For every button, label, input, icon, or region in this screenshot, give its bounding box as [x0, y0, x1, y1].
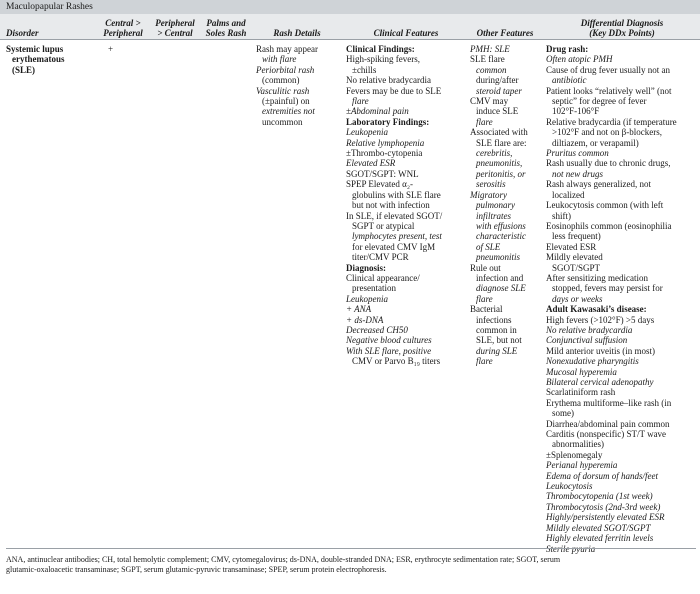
rash-details-line: (common) — [262, 75, 300, 86]
header-peripheral-central-text: Peripheral > Central — [155, 18, 195, 38]
rash-details-line: Rash may appear — [256, 44, 318, 54]
other-features-line: diagnose SLE — [476, 283, 526, 294]
other-features-line: Associated with — [470, 127, 528, 138]
other-features-line: flare — [476, 356, 493, 367]
ddx-line: Patient looks “relatively well” (not — [546, 85, 672, 96]
other-features-cell — [470, 44, 546, 367]
clinical-features-line: Leukopenia — [346, 127, 388, 138]
ddx-line: Highly elevated ferritin levels — [546, 533, 654, 544]
ddx-line: Erythema multiforme–like rash (in — [546, 397, 672, 408]
ddx-line: Carditis (nonspecific) ST/T wave — [546, 429, 667, 440]
ddx-line: Highly/persistently elevated ESR — [546, 512, 665, 523]
ddx-line: Bilateral cervical adenopathy — [546, 377, 654, 387]
ddx-line: ±Splenomegaly — [546, 449, 603, 460]
other-features-line: peritonitis, or — [476, 168, 526, 179]
disorder-line: Systemic lupus — [6, 44, 64, 54]
central-peripheral-cell — [108, 44, 138, 54]
ddx-line: Thrombocytosis (2nd-3rd week) — [546, 501, 661, 512]
clinical-features-line: presentation — [352, 283, 396, 294]
other-features-line: during SLE — [476, 345, 518, 356]
other-features-line: infiltrates — [476, 210, 512, 221]
clinical-features-line: flare — [352, 96, 369, 107]
ddx-line: Nonexudative pharyngitis — [546, 356, 639, 367]
ddx-line: Conjunctival suffusion — [546, 335, 628, 346]
other-features-line: serositis — [476, 179, 506, 190]
ddx-line: Thrombocytopenia (1st week) — [546, 491, 653, 502]
ddx-line: >102°F and not on β-blockers, — [552, 127, 662, 138]
other-features-line: infection and — [476, 272, 524, 283]
other-features-line: characteristic — [476, 231, 526, 242]
header-palms-soles-text: Palms and Soles Rash — [205, 18, 247, 38]
ddx-line: Often atopic PMH — [546, 54, 613, 65]
header-disorder: Disorder — [6, 28, 39, 38]
ddx-line: Relative bradycardia (if temperature — [546, 116, 677, 127]
differential-diagnosis-cell — [546, 44, 698, 554]
rash-details-cell — [256, 44, 344, 127]
ddx-line: Rash usually due to chronic drugs, — [546, 158, 671, 169]
ddx-line: Drug rash: — [546, 44, 589, 54]
clinical-features-line: Negative blood cultures — [346, 335, 432, 346]
clinical-features-line: ±chills — [352, 64, 377, 75]
ddx-line: shift) — [552, 210, 571, 221]
ddx-line: abnormalities) — [552, 439, 604, 450]
clinical-features-line: Leukopenia — [346, 293, 388, 304]
header-central-peripheral-text: Central > Peripheral — [103, 18, 143, 38]
ddx-line: Eosinophils common (eosinophilia — [546, 220, 672, 231]
other-features-line: flare — [476, 293, 493, 304]
rash-details-line: Periorbital rash — [256, 64, 315, 75]
other-features-line: cerebritis, — [476, 148, 513, 159]
rash-details-line: uncommon — [262, 116, 303, 127]
clinical-features-line: High-spiking fevers, — [346, 54, 420, 65]
other-features-line: flare — [476, 116, 493, 127]
header-central-peripheral — [98, 14, 148, 40]
ddx-line: Adult Kawasaki’s disease: — [546, 304, 647, 315]
table-header — [0, 14, 700, 40]
other-features-line: of SLE — [476, 241, 501, 252]
other-features-line: Migratory — [470, 189, 507, 200]
other-features-line: steroid taper — [476, 85, 522, 96]
ddx-line: No relative bradycardia — [546, 324, 633, 335]
disorder-cell — [6, 44, 96, 75]
ddx-line: antibiotic — [552, 75, 587, 86]
disorder-line: (SLE) — [12, 64, 36, 75]
other-features-line: pulmonary — [476, 200, 515, 211]
clinical-features-line: CMV or Parvo B₁₉ titers — [352, 356, 441, 367]
ddx-line: Diarrhea/abdominal pain common — [546, 418, 670, 429]
header-other-features: Other Features — [476, 28, 534, 38]
ddx-line: Sterile pyuria — [546, 543, 596, 554]
other-features-line: pneumonitis, — [476, 158, 523, 169]
other-features-line: pneumonitis — [476, 252, 520, 263]
ddx-line: not new drugs — [552, 168, 604, 179]
ddx-line: Mild anterior uveitis (in most) — [546, 345, 655, 356]
clinical-features-line: Clinical Findings: — [346, 44, 415, 54]
other-features-line: SLE flare — [470, 54, 505, 65]
ddx-line: SGOT/SGPT — [552, 262, 601, 273]
clinical-features-line: Relative lymphopenia — [346, 137, 425, 148]
other-features-line: Rule out — [470, 262, 501, 273]
other-features-line: infections — [476, 314, 512, 325]
clinical-features-line: SGPT or atypical — [352, 220, 415, 231]
clinical-features-line: No relative bradycardia — [346, 75, 431, 86]
ddx-line: Mildly elevated SGOT/SGPT — [546, 522, 651, 533]
ddx-line: days or weeks — [552, 293, 603, 304]
clinical-features-line: titer/CMV PCR — [352, 252, 409, 263]
ddx-line: septic” for degree of fever — [552, 96, 647, 107]
clinical-features-line: With SLE flare, positive — [346, 345, 432, 356]
ddx-line: less frequent) — [552, 231, 601, 242]
other-features-line: common in — [476, 324, 517, 335]
clinical-features-cell — [346, 44, 466, 367]
ddx-line: Cause of drug fever usually not an — [546, 64, 670, 75]
ddx-line: Scarlatiniform rash — [546, 387, 616, 398]
rash-details-line: (±painful) on — [262, 96, 310, 107]
header-clinical-features: Clinical Features — [373, 28, 439, 38]
ddx-line: High fevers (>102°F) >5 days — [546, 314, 655, 325]
ddx-line: Perianal hyperemia — [546, 460, 618, 471]
other-features-line: Bacterial — [470, 304, 503, 315]
header-peripheral-central — [150, 14, 200, 40]
clinical-features-line: ±Abdominal pain — [346, 106, 409, 117]
clinical-features-line: Fevers may be due to SLE — [346, 85, 442, 96]
ddx-line: diltiazem, or verapamil) — [552, 137, 639, 148]
central-peripheral-mark: + — [108, 44, 114, 54]
ddx-line: Edema of dorsum of hands/feet — [546, 470, 658, 481]
other-features-line: common — [476, 64, 507, 75]
other-features-line: induce SLE — [476, 106, 519, 117]
ddx-line: 102°F-106°F — [552, 106, 600, 117]
ddx-line: Mucosal hyperemia — [546, 366, 617, 377]
disorder-line: erythematous — [12, 54, 65, 65]
footnote — [6, 548, 696, 574]
footnote-line: glutamic-oxaloacetic transaminase; SGPT, serum glutamic-pyruvic transaminase; SPEP, serum protein electrophoresis. — [6, 564, 387, 574]
other-features-line: SLE, but not — [476, 335, 522, 346]
clinical-features-line: for elevated CMV IgM — [352, 241, 436, 252]
ddx-line: Leukocytosis common (with left — [546, 200, 664, 211]
header-palms-soles — [200, 14, 252, 40]
table-banner: Maculopapular Rashes — [0, 0, 700, 14]
header-rash-details: Rash Details — [273, 28, 321, 38]
other-features-line: with effusions — [476, 220, 526, 231]
rash-details-line: extremities not — [262, 106, 315, 117]
ddx-line: Leukocytosis — [546, 481, 593, 492]
other-features-line: PMH: SLE — [470, 44, 510, 54]
ddx-line: localized — [552, 189, 585, 200]
ddx-line: Rash always generalized, not — [546, 179, 651, 190]
ddx-line: Pruritus common — [546, 148, 609, 159]
clinical-features-line: globulins with SLE flare — [352, 189, 441, 200]
ddx-line: stopped, fevers may persist for — [552, 283, 663, 294]
clinical-features-line: Clinical appearance/ — [346, 272, 420, 283]
clinical-features-line: Diagnosis: — [346, 262, 387, 273]
header-differential-diagnosis — [544, 14, 700, 40]
rash-details-line: with flare — [262, 54, 297, 65]
other-features-line: during/after — [476, 75, 519, 86]
clinical-features-line: In SLE, if elevated SGOT/ — [346, 210, 443, 221]
clinical-features-line: Decreased CH50 — [346, 324, 408, 335]
clinical-features-line: lymphocytes present, test — [352, 231, 442, 242]
clinical-features-line: SGOT/SGPT: WNL — [346, 168, 419, 179]
clinical-features-line: SPEP Elevated α₂- — [346, 179, 414, 190]
rash-details-line: Vasculitic rash — [256, 85, 310, 96]
clinical-features-line: + ANA — [346, 304, 372, 315]
clinical-features-line: but not with infection — [352, 200, 430, 211]
clinical-features-line: + ds-DNA — [346, 314, 384, 325]
ddx-line: Elevated ESR — [546, 241, 597, 252]
header-ddx-text: Differential Diagnosis (Key DDx Points) — [580, 18, 664, 38]
ddx-line: After sensitizing medication — [546, 272, 648, 283]
ddx-line: some) — [552, 408, 574, 419]
other-features-line: SLE flare are: — [476, 137, 527, 148]
clinical-features-line: ±Thrombo-cytopenia — [346, 148, 423, 159]
footnote-line: ANA, antinuclear antibodies; CH, total hemolytic complement; CMV, cytomegalovirus; ds-DNA, double-stranded DNA; ESR, erythrocyte sedimentation rate; SGOT, serum — [6, 555, 561, 564]
ddx-line: Mildly elevated — [546, 252, 603, 263]
clinical-features-line: Laboratory Findings: — [346, 116, 430, 127]
other-features-line: CMV may — [470, 96, 509, 107]
clinical-features-line: Elevated ESR — [346, 158, 396, 169]
